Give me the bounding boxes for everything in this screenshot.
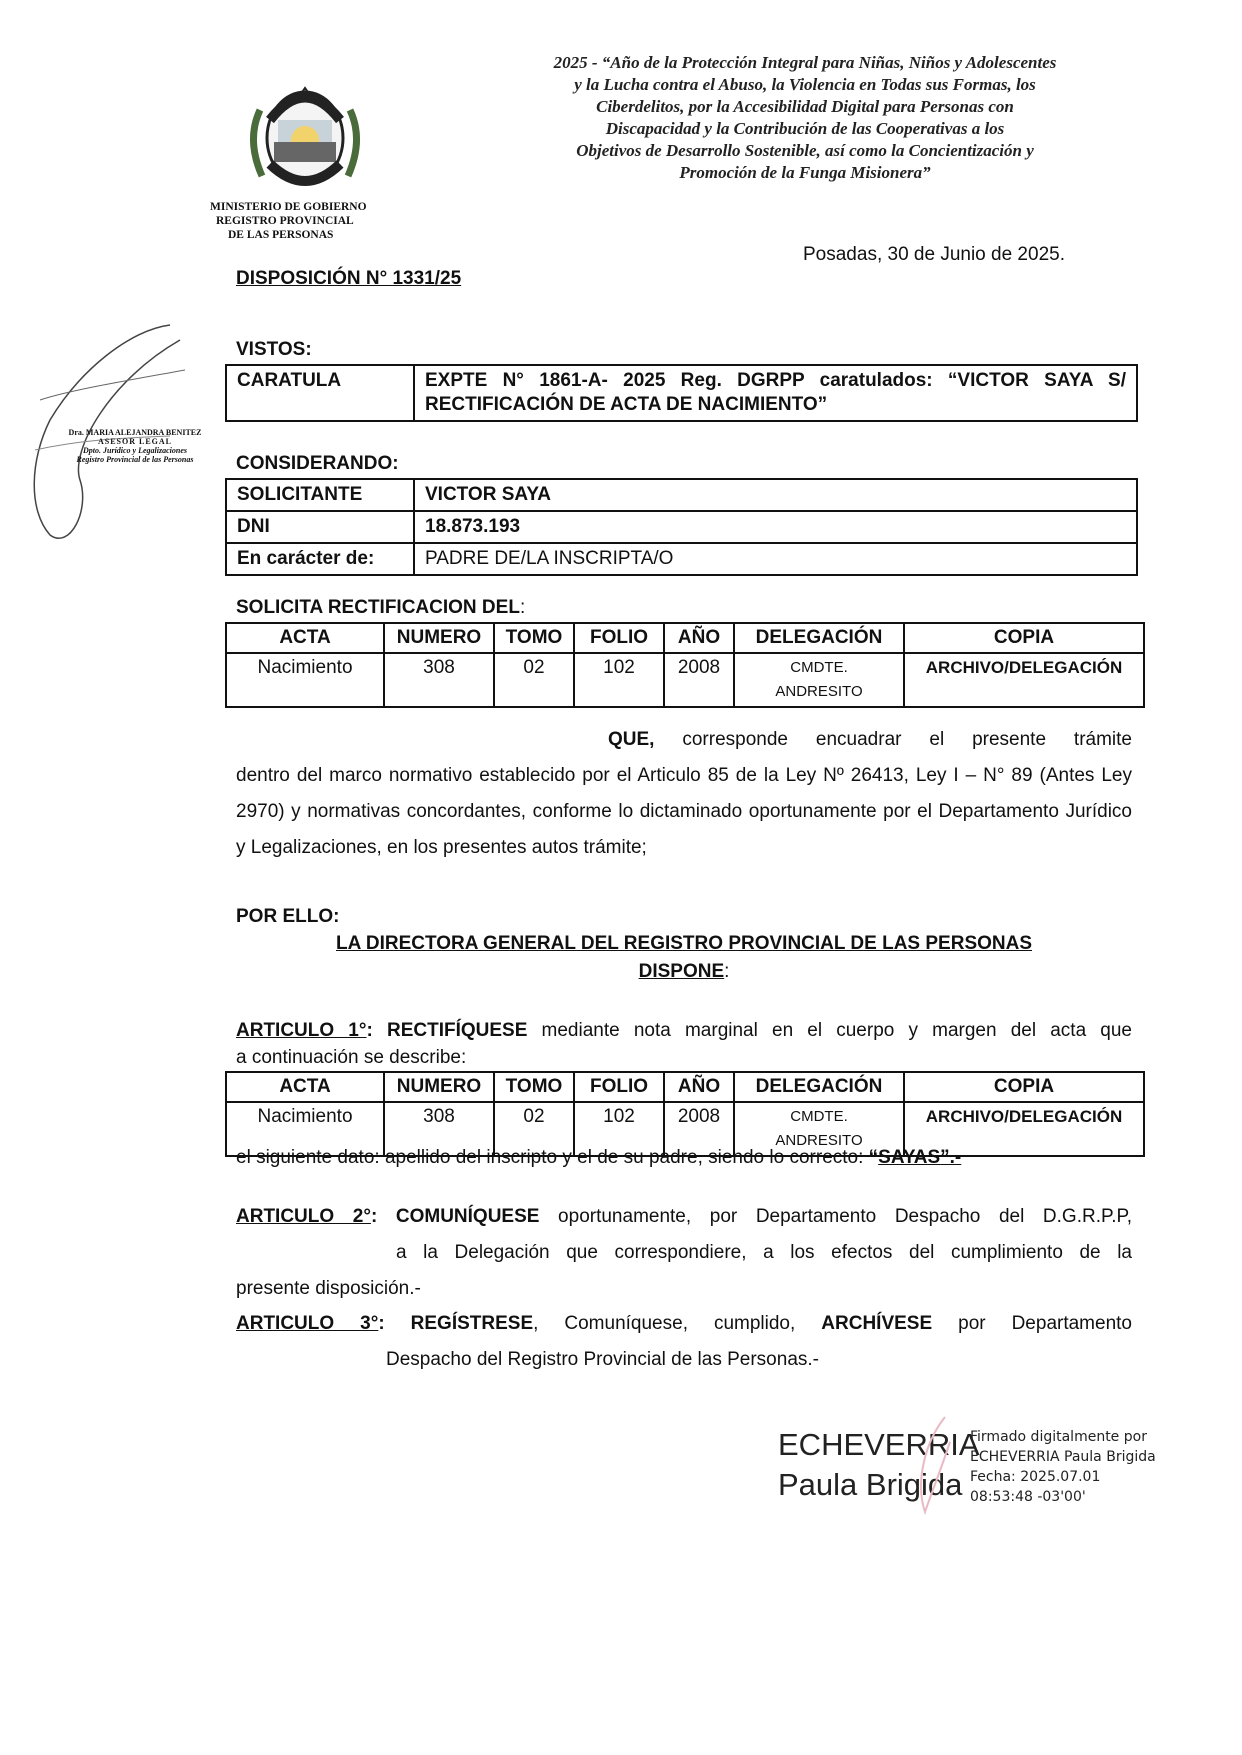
solicita-colon: : <box>519 597 526 618</box>
cell-tomo: 02 <box>494 653 574 707</box>
provincial-seal <box>240 80 370 200</box>
correct-close-quote: ”.- <box>940 1147 962 1168</box>
delegacion-line: CMDTE. <box>790 659 848 676</box>
motto-line: Discapacidad y la Contribución de las Cooperativas a los <box>605 119 1005 138</box>
dispone-heading <box>236 961 1132 983</box>
articulo-2-text: oportunamente, por Departamento Despacho del D.G.R.P.P, <box>539 1206 1132 1227</box>
character-value: PADRE DE/LA INSCRIPTA/O <box>414 543 1137 575</box>
col-anio: AÑO <box>664 1072 734 1102</box>
legal-advisor-stamp <box>10 310 210 550</box>
que-paragraph <box>236 722 1132 866</box>
table-header-row <box>226 623 1144 653</box>
acta-table-1 <box>225 622 1145 708</box>
caratula-value: EXPTE N° 1861-A- 2025 Reg. DGRPP caratulados: “VICTOR SAYA S/ RECTIFICACIÓN DE ACTA DE NACIMIENTO” <box>414 365 1137 421</box>
cell-anio: 2008 <box>664 653 734 707</box>
disposition-title: DISPOSICIÓN N° 1331/25 <box>236 268 462 289</box>
acta-table-2 <box>225 1071 1145 1157</box>
delegacion-line: CMDTE. <box>790 1108 848 1125</box>
stamp-line: ASESOR LEGAL <box>97 437 173 446</box>
articulo-3-verb1: REGÍSTRESE <box>410 1313 534 1334</box>
que-text-line1: corresponde encuadrar el presente trámite <box>654 729 1132 750</box>
articulo-1 <box>236 1017 1132 1071</box>
articulo-3-text2: Despacho del Registro Provincial de las Personas.- <box>386 1349 819 1370</box>
signature-flourish <box>905 1412 965 1527</box>
motto-line: Ciberdelitos, por la Accesibilidad Digital para Personas con <box>596 97 1014 116</box>
articulo-1-text2: a continuación se describe: <box>236 1047 467 1068</box>
table-row <box>226 543 1137 575</box>
table-row <box>226 479 1137 511</box>
solicita-label: SOLICITA RECTIFICACION DEL <box>236 597 520 618</box>
delegacion-line: ANDRESITO <box>775 683 863 700</box>
cell-anio: 2008 <box>664 1102 734 1156</box>
ministry-line: MINISTERIO DE GOBIERNO <box>210 201 367 213</box>
stamp-line: Dra. MARIA ALEJANDRA BENITEZ <box>68 428 202 437</box>
signature-info-line: 08:53:48 -03'00' <box>970 1489 1086 1505</box>
articulo-1-after <box>236 1147 961 1169</box>
articulo-1-colon: : <box>366 1020 373 1041</box>
dispone-colon: : <box>724 961 730 982</box>
applicant-label: SOLICITANTE <box>226 479 414 511</box>
cell-numero: 308 <box>384 653 494 707</box>
col-folio: FOLIO <box>574 1072 664 1102</box>
que-text-rest: dentro del marco normativo establecido por el Articulo 85 de la Ley Nº 26413, Ley I – N° 89 (Antes Ley 2970) y normativas concordantes, conforme lo dictaminado oportunamente por el Departamento Jurídico y Legalizaciones, en los presentes autos trámite; <box>236 765 1132 858</box>
signer-name-line1: ECHEVERRIA <box>778 1427 980 1462</box>
articulo-2-colon: : <box>370 1206 378 1227</box>
cell-tomo: 02 <box>494 1102 574 1156</box>
cell-delegacion <box>734 653 904 707</box>
articulo-1-verb: RECTIFÍQUESE <box>386 1020 528 1041</box>
cell-folio: 102 <box>574 653 664 707</box>
col-numero: NUMERO <box>384 1072 494 1102</box>
year-motto <box>490 52 1120 184</box>
articulo-3-verb2: ARCHÍVESE <box>821 1313 933 1334</box>
signature-info <box>970 1427 1156 1507</box>
motto-line: Objetivos de Desarrollo Sostenible, así como la Concientización y <box>576 141 1034 160</box>
articulo-1-label: ARTICULO 1° <box>236 1020 367 1041</box>
motto-line: 2025 - “Año de la Protección Integral para Niñas, Niños y Adolescentes <box>553 53 1057 72</box>
ministry-line: REGISTRO PROVINCIAL <box>216 215 354 227</box>
signature-info-line: Firmado digitalmente por <box>970 1429 1147 1445</box>
articulo-1-after-text: el siguiente dato: apellido del inscripto y el de su padre, siendo lo correcto: <box>236 1147 869 1168</box>
vistos-heading: VISTOS: <box>236 339 312 360</box>
dispone-label: DISPONE <box>638 961 725 982</box>
table-row <box>226 511 1137 543</box>
cell-folio: 102 <box>574 1102 664 1156</box>
cell-copia: ARCHIVO/DELEGACIÓN <box>904 1102 1144 1156</box>
motto-line: y la Lucha contra el Abuso, la Violencia en Todas sus Formas, los <box>574 75 1036 94</box>
col-numero: NUMERO <box>384 623 494 653</box>
signature-info-line: Fecha: 2025.07.01 <box>970 1469 1101 1485</box>
articulo-2-verb: COMUNÍQUESE <box>395 1206 540 1227</box>
col-acta: ACTA <box>226 623 384 653</box>
signer-name-line2: Paula Brigida <box>778 1467 963 1502</box>
solicita-heading <box>236 597 525 619</box>
motto-line: Promoción de la Funga Misionera” <box>679 163 931 182</box>
articulo-2-text2: a la Delegación que correspondiere, a los efectos del cumplimiento de la <box>396 1242 1132 1263</box>
col-copia: COPIA <box>904 1072 1144 1102</box>
articulo-1-text: mediante nota marginal en el cuerpo y margen del acta que <box>527 1020 1132 1041</box>
col-tomo: TOMO <box>494 1072 574 1102</box>
stamp-line: Registro Provincial de las Personas <box>76 455 194 464</box>
cell-acta: Nacimiento <box>226 1102 384 1156</box>
applicant-table <box>225 478 1138 576</box>
authority-heading: LA DIRECTORA GENERAL DEL REGISTRO PROVINCIAL DE LAS PERSONAS <box>335 933 1033 954</box>
col-delegacion: DELEGACIÓN <box>734 1072 904 1102</box>
que-lead: QUE, <box>608 729 655 750</box>
col-anio: AÑO <box>664 623 734 653</box>
considerando-heading: CONSIDERANDO: <box>236 453 399 474</box>
document-date: Posadas, 30 de Junio de 2025. <box>803 244 1065 265</box>
por-ello-heading: POR ELLO: <box>236 906 340 927</box>
col-folio: FOLIO <box>574 623 664 653</box>
articulo-3-mid: , Comuníquese, cumplido, <box>533 1313 822 1334</box>
caratula-table <box>225 364 1138 422</box>
cell-copia: ARCHIVO/DELEGACIÓN <box>904 653 1144 707</box>
table-header-row <box>226 1072 1144 1102</box>
dni-value: 18.873.193 <box>414 511 1137 543</box>
articulo-2 <box>236 1199 1132 1307</box>
articulo-3 <box>236 1306 1132 1378</box>
col-acta: ACTA <box>226 1072 384 1102</box>
delegacion-line: ANDRESITO <box>775 1132 863 1149</box>
cell-acta: Nacimiento <box>226 653 384 707</box>
col-tomo: TOMO <box>494 623 574 653</box>
signature-info-line: ECHEVERRIA Paula Brigida <box>970 1449 1156 1465</box>
stamp-line: Dpto. Jurídico y Legalizaciones <box>83 446 187 455</box>
caratula-label: CARATULA <box>226 365 414 421</box>
applicant-value: VICTOR SAYA <box>414 479 1137 511</box>
character-label: En carácter de: <box>226 543 414 575</box>
articulo-3-colon: : <box>378 1313 385 1334</box>
articulo-2-label: ARTICULO 2° <box>236 1206 371 1227</box>
articulo-3-text: por Departamento <box>932 1313 1132 1334</box>
correct-open-quote: “ <box>868 1147 879 1168</box>
table-row <box>226 653 1144 707</box>
ministry-line: DE LAS PERSONAS <box>228 229 334 241</box>
correct-surname: SAYAS <box>878 1147 941 1168</box>
col-copia: COPIA <box>904 623 1144 653</box>
cell-numero: 308 <box>384 1102 494 1156</box>
articulo-3-label: ARTICULO 3° <box>236 1313 379 1334</box>
ministry-header <box>210 200 367 242</box>
col-delegacion: DELEGACIÓN <box>734 623 904 653</box>
articulo-2-text3: presente disposición.- <box>236 1278 421 1299</box>
dni-label: DNI <box>226 511 414 543</box>
